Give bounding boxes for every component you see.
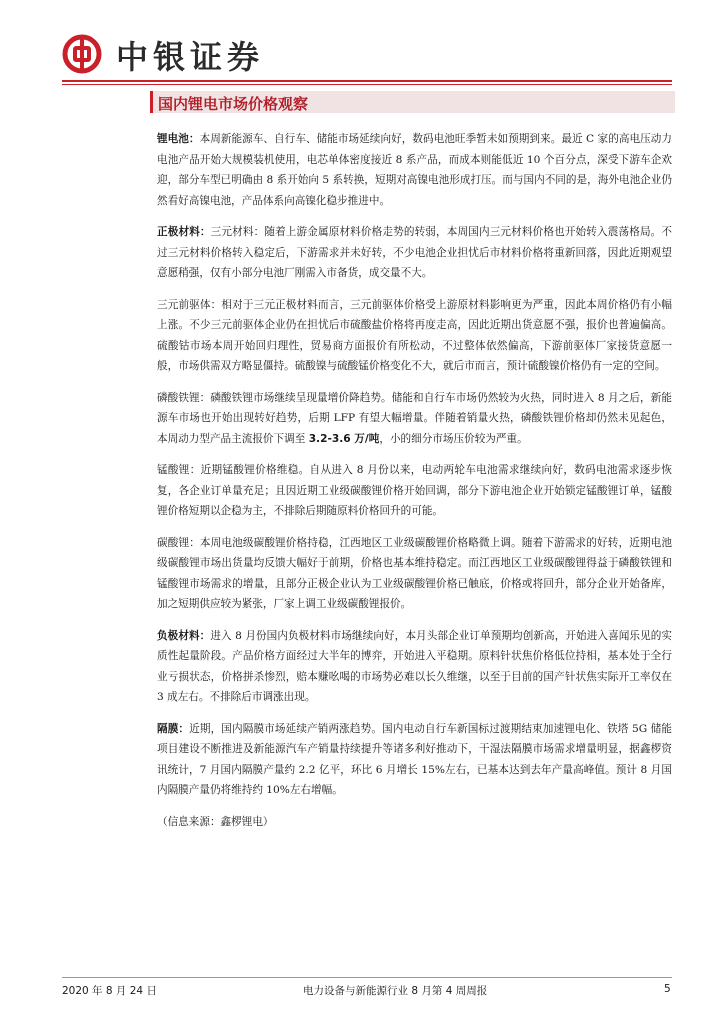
footer-divider bbox=[62, 977, 672, 978]
paragraph-cathode bbox=[157, 222, 672, 284]
paragraph-text: 三元材料：随着上游金属原材料价格走势的转弱，本周国内三元材料价格也开始转入震荡格局。不过三元材料价格转入稳定后，下游需求并未好转，不少电池企业担忧后市材料价格将重新回落，因此近期观望意愿稍强，仅有小部分电池厂刚需入市备货，成交量不大。 bbox=[157, 226, 673, 279]
header-divider-thin bbox=[62, 84, 672, 85]
bank-of-china-logo-icon bbox=[62, 34, 102, 74]
article-body bbox=[157, 129, 672, 832]
page-number: 5 bbox=[664, 983, 671, 995]
paragraph-label: 正极材料： bbox=[157, 226, 211, 238]
paragraph-battery bbox=[157, 129, 672, 211]
paragraph-anode bbox=[157, 626, 672, 708]
paragraph-label: 锂电池： bbox=[157, 133, 200, 145]
paragraph-text: 本周新能源车、自行车、储能市场延续向好，数码电池旺季暂未如预期到来。最近 C 家的高电压动力电池产品开始大规模装机使用，电芯单体密度接近 8 系产品，而成本则能低近 10 个百分点，深受下游车企欢迎，部分车型已明确由 8 系开始向 5 系转换，短期对高镍电池形成打压。而与国内不同的是，海外电池企业仍然看好高镍电池，产品体系向高镍化稳步推进中。 bbox=[157, 133, 672, 207]
page-header bbox=[62, 30, 672, 80]
paragraph-text: 磷酸铁锂：磷酸铁锂市场继续呈现量增价降趋势。储能和自行车市场仍然较为火热，同时进入 8 月之后，新能源车市场也开始出现转好趋势，后期 LFP 有望大幅增量。伴随着销量火热，磷酸铁锂价格却仍然未见起色，本周动力型产品主流报价下调至 bbox=[157, 391, 672, 445]
paragraph-text: 进入 8 月份国内负极材料市场继续向好，本月头部企业订单预期均创新高，开始进入喜闻乐见的实质性起量阶段。产品价格方面经过大半年的博弈，开始进入平稳期。原料针状焦价格低位持相，基本处于全行业亏损状态，价格拼杀惨烈，赔本赚吆喝的市场势必难以长久维继，以至于目前的国产针状焦实际开工率仅在 3 成左右。不排除后市调涨出现。 bbox=[157, 629, 673, 703]
source-note: （信息来源：鑫椤锂电） bbox=[157, 815, 274, 828]
paragraph-text: 锰酸锂：近期锰酸锂价格维稳。自从进入 8 月份以来，电动两轮车电池需求继续向好，数码电池需求逐步恢复，各企业订单量充足；且因近期工业级碳酸锂价格开始回调，部分下游电池企业开始锁定锰酸锂订单，锰酸锂价格短期以企稳为主，不排除后期随原料价格回升的可能。 bbox=[157, 464, 672, 517]
price-highlight: 3.2-3.6 万/吨 bbox=[308, 432, 380, 445]
paragraph-label: 隔膜： bbox=[157, 722, 190, 735]
paragraph-text: 三元前驱体：相对于三元正极材料而言，三元前驱体价格受上游原材料影响更为严重，因此本周价格仍有小幅上涨。不少三元前驱体企业仍在担忧后市硫酸盐价格将再度走高，因此近期出货意愿不强，报价也普遍偏高。硫酸钴市场本周开始回归理性，贸易商方面报价有所松动，不过整体依然偏高，下游前驱体厂家接货意愿一般，市场供需双方略显僵持。硫酸镍与硫酸锰价格变化不大，就后市而言，预计硫酸镍价格仍有一定的空间。 bbox=[157, 298, 672, 372]
paragraph-precursor bbox=[157, 295, 672, 377]
paragraph-separator bbox=[157, 719, 672, 801]
footer-report-title: 电力设备与新能源行业 8 月第 4 周周报 bbox=[303, 985, 488, 997]
footer-date: 2020 年 8 月 24 日 bbox=[62, 985, 157, 997]
paragraph-lmo bbox=[157, 460, 672, 522]
paragraph-lithium-carbonate bbox=[157, 533, 672, 615]
paragraph-text: 碳酸锂：本周电池级碳酸锂价格持稳，江西地区工业级碳酸锂价格略微上调。随着下游需求的好转，近期电池级碳酸锂市场出货量均反馈大幅好于前期，价格也基本维持稳定。而江西地区工业级碳酸锂得益于磷酸铁锂和锰酸锂市场需求的增量，且部分正极企业认为工业级碳酸锂价格已触底，价格或将回升，部分企业开始备库，加之短期供应较为紧张，厂家上调工业级碳酸锂报价。 bbox=[157, 536, 672, 610]
paragraph-text: 近期，国内隔膜市场延续产销两涨趋势。国内电动自行车新国标过渡期结束加速锂电化、铁塔 5G 储能项目建设不断推进及新能源汽车产销量持续提升等诸多利好推动下，干湿法隔膜市场需求增量明显，据鑫椤资讯统计，7 月国内隔膜产量约 2.2 亿平，环比 6 月增长 15%左右，已基本达到去年产量高峰值。预计 8 月国内隔膜产量仍将维持约 10%左右增幅。 bbox=[157, 722, 673, 796]
paragraph-text: ，小的细分市场压价较为严重。 bbox=[379, 432, 528, 445]
header-divider bbox=[62, 80, 672, 82]
section-title: 国内锂电市场价格观察 bbox=[158, 95, 309, 113]
paragraph-lfp bbox=[157, 388, 672, 450]
brand-name: 中银证券 bbox=[116, 38, 265, 76]
paragraph-label: 负极材料： bbox=[157, 629, 211, 642]
